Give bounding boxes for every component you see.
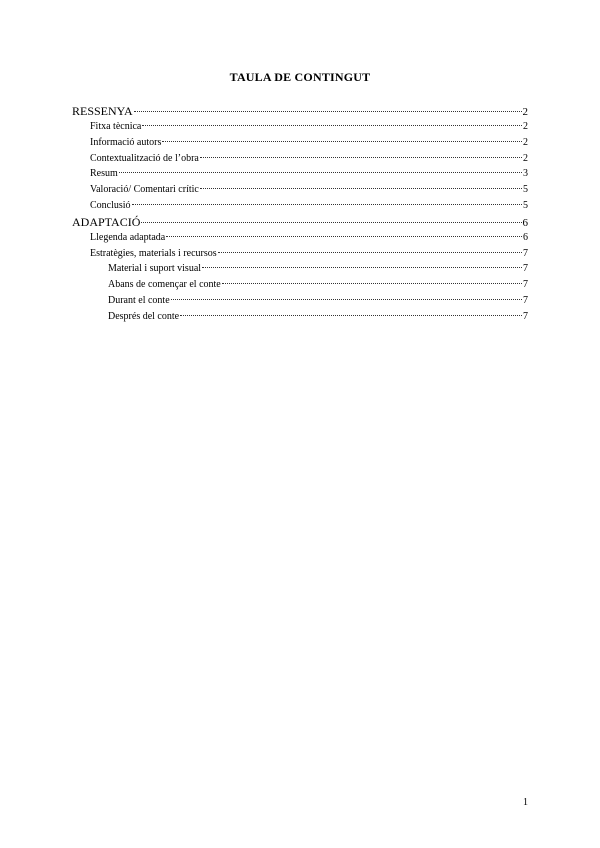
toc-dot-leader	[171, 299, 522, 300]
toc-entry-label: Valoració/ Comentari crític	[90, 184, 199, 196]
toc-dot-leader	[202, 267, 522, 268]
toc-entry-label: RESSENYA	[72, 104, 133, 118]
toc-entry-material-suport[interactable]	[72, 261, 528, 277]
toc-entry-label: Informació autors	[90, 136, 162, 148]
toc-entry-page-number: 2	[523, 152, 528, 164]
toc-entry-page-number: 7	[523, 294, 528, 306]
toc-entry-label: Abans de començar el conte	[108, 279, 221, 291]
toc-entry-page-number: 3	[523, 168, 528, 180]
toc-entry-page-number: 6	[522, 216, 528, 229]
toc-entry-durant-conte[interactable]	[72, 293, 528, 309]
toc-entry-informacio-autors[interactable]	[72, 135, 528, 151]
page-number: 1	[523, 797, 528, 808]
toc-entry-contextualitzacio[interactable]	[72, 151, 528, 167]
toc-dot-leader	[119, 172, 522, 173]
toc-entry-label: Contextualització de l’obra	[90, 152, 199, 164]
toc-entry-page-number: 5	[523, 184, 528, 196]
toc-dot-leader	[132, 204, 522, 205]
toc-entry-fitxa-tecnica[interactable]	[72, 119, 528, 135]
toc-entry-page-number: 7	[523, 279, 528, 291]
toc-entry-label: Després del conte	[108, 310, 180, 322]
toc-entry-llegenda-adaptada[interactable]	[72, 230, 528, 246]
toc-entry-page-number: 7	[523, 247, 528, 259]
toc-dot-leader	[218, 252, 522, 253]
toc-entry-estrategies[interactable]	[72, 246, 528, 262]
toc-dot-leader	[134, 111, 522, 112]
toc-dot-leader	[200, 157, 522, 158]
toc-entry-label: Durant el conte	[108, 294, 170, 306]
toc-heading: TAULA DE CONTINGUT	[229, 70, 371, 84]
toc-dot-leader	[222, 283, 522, 284]
toc-entry-label: Resum	[90, 168, 118, 180]
toc-entry-page-number: 2	[523, 136, 528, 148]
toc-dot-leader	[141, 222, 521, 223]
toc-entry-abans-comencar[interactable]	[72, 277, 528, 293]
toc-entry-resum[interactable]	[72, 166, 528, 182]
toc-entry-label: ADAPTACIÓ	[72, 214, 141, 229]
toc-dot-leader	[166, 236, 522, 237]
toc-entry-page-number: 7	[523, 263, 528, 275]
toc-entry-label: Material i suport visual	[108, 263, 202, 275]
toc-dot-leader	[142, 125, 522, 126]
toc-entry-ressenya[interactable]	[72, 103, 528, 119]
toc-entry-label: Estratègies, materials i recursos	[90, 247, 217, 259]
toc-entry-label: Llegenda adaptada	[90, 231, 166, 243]
toc-entry-page-number: 7	[523, 310, 528, 322]
toc-entry-page-number: 6	[523, 231, 528, 243]
toc-dot-leader	[200, 188, 522, 189]
toc-entry-valoracio[interactable]	[72, 182, 528, 198]
table-of-contents	[72, 103, 528, 325]
toc-entry-page-number: 2	[523, 121, 528, 132]
toc-entry-despres-conte[interactable]	[72, 309, 528, 325]
toc-entry-page-number: 5	[523, 199, 528, 211]
toc-entry-conclusio[interactable]	[72, 198, 528, 214]
toc-entry-adaptacio[interactable]	[72, 214, 528, 230]
toc-entry-label: Conclusió	[90, 199, 131, 211]
toc-entry-page-number: 2	[522, 106, 528, 118]
toc-dot-leader	[180, 315, 522, 316]
toc-entry-label: Fitxa tècnica	[90, 121, 142, 132]
toc-dot-leader	[162, 141, 522, 142]
